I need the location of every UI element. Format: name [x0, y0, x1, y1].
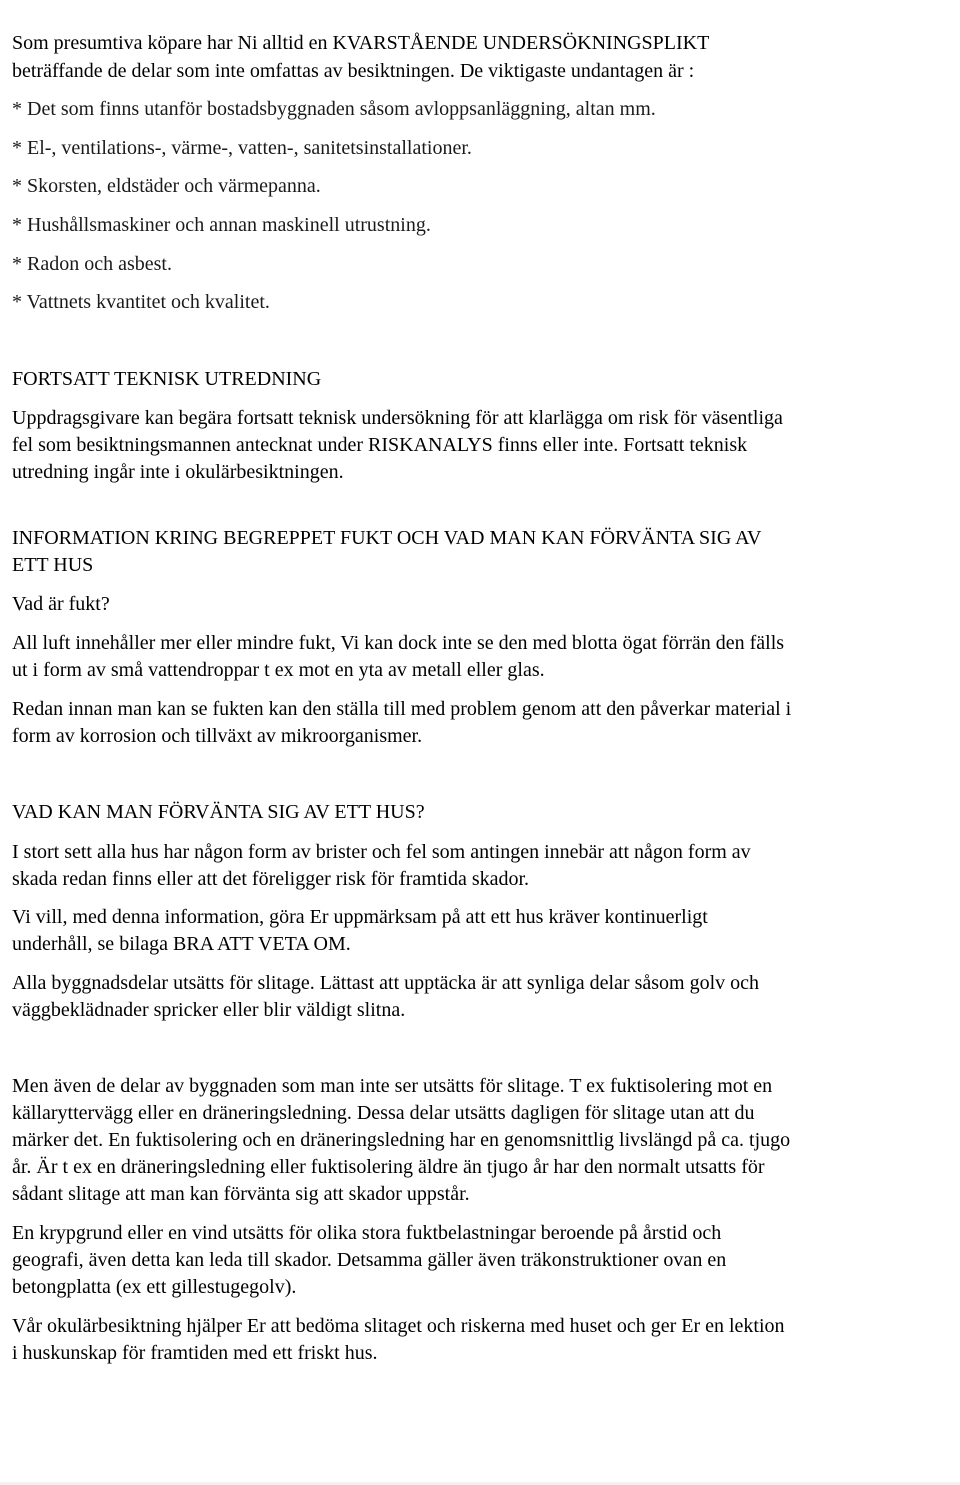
forvanta-paragraph-line: Men även de delar av byggnaden som man inte ser utsätts för slitage. T ex fuktisolering mot en — [12, 1075, 773, 1097]
intro-line: Som presumtiva köpare har Ni alltid en KVARSTÅENDE UNDERSÖKNINGSPLIKT — [12, 32, 710, 54]
fortsatt-line: fel som besiktningsmannen antecknat under RISKANALYS finns eller inte. Fortsatt teknisk — [12, 434, 748, 456]
forvanta-paragraph-line: underhåll, se bilaga BRA ATT VETA OM. — [12, 933, 351, 955]
forvanta-paragraph-line: Alla byggnadsdelar utsätts för slitage. Lättast att upptäcka är att synliga delar såsom golv och — [12, 972, 760, 994]
fukt-paragraph-line: ut i form av små vattendroppar t ex mot en yta av metall eller glas. — [12, 659, 545, 681]
exception-item: * Det som finns utanför bostadsbyggnaden såsom avloppsanläggning, altan mm. — [12, 98, 656, 120]
section-heading-forvanta: VAD KAN MAN FÖRVÄNTA SIG AV ETT HUS? — [12, 801, 425, 823]
section-heading-fukt: INFORMATION KRING BEGREPPET FUKT OCH VAD MAN KAN FÖRVÄNTA SIG AV — [12, 527, 762, 549]
intro-line: beträffande de delar som inte omfattas av besiktningen. De viktigaste undantagen är : — [12, 60, 695, 82]
fukt-paragraph-line: form av korrosion och tillväxt av mikroorganismer. — [12, 725, 423, 747]
forvanta-paragraph-line: märker det. En fuktisolering och en dräneringsledning har en genomsnittlig livslängd på ca. tjugo — [12, 1129, 791, 1151]
section-heading-fortsatt: FORTSATT TEKNISK UTREDNING — [12, 368, 322, 390]
fukt-paragraph-line: All luft innehåller mer eller mindre fukt, Vi kan dock inte se den med blotta ögat förrän den fälls — [12, 632, 785, 654]
forvanta-paragraph-line: väggbeklädnader spricker eller blir väldigt slitna. — [12, 999, 406, 1021]
forvanta-paragraph-line: I stort sett alla hus har någon form av brister och fel som antingen innebär att någon form av — [12, 841, 751, 863]
forvanta-paragraph-line: En krypgrund eller en vind utsätts för olika stora fuktbelastningar beroende på årstid och — [12, 1222, 722, 1244]
fortsatt-line: utredning ingår inte i okulärbesiktningen. — [12, 461, 344, 483]
forvanta-paragraph-line: Vår okulärbesiktning hjälper Er att bedöma slitaget och riskerna med huset och ger Er en lektion — [12, 1315, 785, 1337]
forvanta-paragraph-line: i huskunskap för framtiden med ett friskt hus. — [12, 1342, 378, 1364]
exception-item: * Radon och asbest. — [12, 253, 172, 275]
fukt-question: Vad är fukt? — [12, 593, 110, 615]
forvanta-paragraph-line: betongplatta (ex ett gillestugegolv). — [12, 1276, 297, 1298]
forvanta-paragraph-line: Vi vill, med denna information, göra Er uppmärksam på att ett hus kräver kontinuerligt — [12, 906, 708, 928]
forvanta-paragraph-line: år. Är t ex en dräneringsledning eller fuktisolering äldre än tjugo år har den normalt utsatts för — [12, 1156, 765, 1178]
exception-item: * El-, ventilations-, värme-, vatten-, sanitetsinstallationer. — [12, 137, 472, 159]
exception-item: * Hushållsmaskiner och annan maskinell utrustning. — [12, 214, 431, 236]
exception-item: * Vattnets kvantitet och kvalitet. — [12, 291, 270, 313]
fukt-paragraph-line: Redan innan man kan se fukten kan den ställa till med problem genom att den påverkar material i — [12, 698, 792, 720]
forvanta-paragraph-line: källaryttervägg eller en dräneringsledning. Dessa delar utsätts dagligen för slitage utan att du — [12, 1102, 755, 1124]
forvanta-paragraph-line: skada redan finns eller att det föreligger risk för framtida skador. — [12, 868, 530, 890]
exception-item: * Skorsten, eldstäder och värmepanna. — [12, 175, 321, 197]
fortsatt-line: Uppdragsgivare kan begära fortsatt teknisk undersökning för att klarlägga om risk för väsentliga — [12, 407, 783, 429]
section-heading-fukt: ETT HUS — [12, 554, 94, 576]
forvanta-paragraph-line: sådant slitage att man kan förvänta sig att skador uppstår. — [12, 1183, 470, 1205]
forvanta-paragraph-line: geografi, även detta kan leda till skador. Detsamma gäller även träkonstruktioner ovan en — [12, 1249, 727, 1271]
